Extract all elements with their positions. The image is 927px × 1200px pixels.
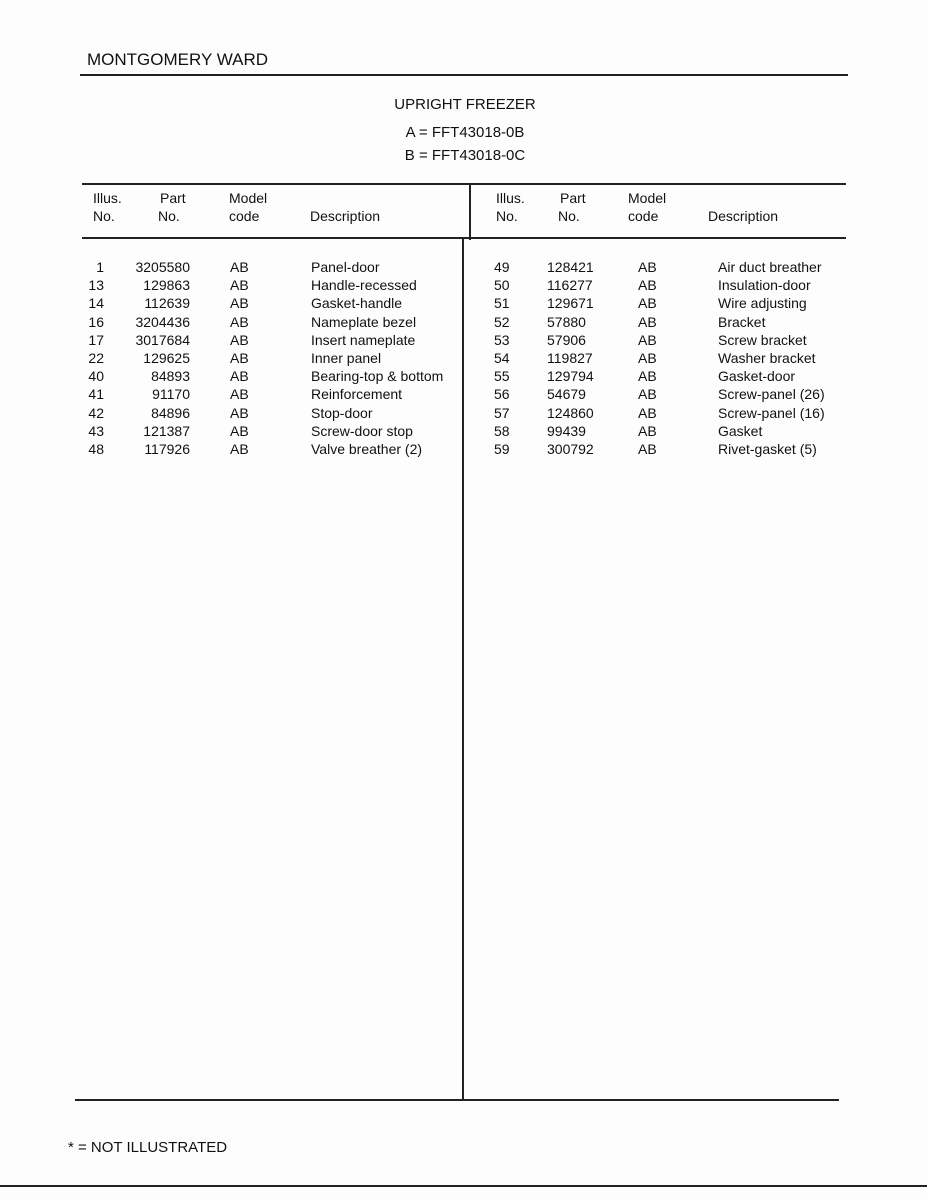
table-row [0,440,927,458]
description-cell: Screw-panel (16) [718,404,825,421]
illus-cell: 59 [494,441,510,457]
part-cell: 84893 [151,368,190,385]
model-cell: AB [638,404,657,421]
description-cell: Nameplate bezel [311,313,417,330]
illus-cell: 58 [494,422,510,439]
model-cell: AB [638,422,657,439]
table-bottom-rule [75,1099,839,1101]
model-cell: AB [638,368,657,385]
part-cell: 119827 [547,350,593,366]
illus-cell: 55 [494,368,510,385]
part-cell: 3204436 [135,313,190,330]
part-cell: 129671 [547,295,594,312]
page-bottom-rule [0,1185,927,1187]
model-cell: AB [230,277,249,294]
illus-cell: 53 [494,331,510,348]
description-cell: Panel-door [311,259,380,275]
table-row [0,313,927,331]
table-row [0,385,927,403]
illus-cell: 41 [88,386,104,403]
illus-cell: 1 [96,259,104,275]
description-cell: Screw-door stop [311,422,413,439]
table-row [0,276,927,294]
header-model-right: Model code [628,190,667,224]
illus-cell: 42 [88,404,104,421]
part-cell: 57906 [547,331,586,348]
description-cell: Gasket [718,422,763,439]
part-cell: 128421 [547,259,594,275]
illus-cell: 50 [494,277,510,294]
header-illus-right: Illus. No. [496,190,525,224]
table-row [0,349,927,367]
column-divider-top [469,184,471,240]
part-cell: 112639 [144,295,190,312]
description-cell: Screw-panel (26) [718,386,825,403]
description-cell: Gasket-door [718,368,796,385]
illus-cell: 56 [494,386,510,403]
header-rule [80,74,848,76]
model-cell: AB [638,295,657,312]
model-cell: AB [638,441,657,457]
footer-note: * = NOT ILLUSTRATED [68,1139,228,1156]
part-cell: 129794 [547,368,594,385]
table-row [0,258,927,276]
part-cell: 57880 [547,313,586,330]
model-cell: AB [230,313,249,330]
description-cell: Valve breather (2) [311,441,423,457]
description-cell: Wire adjusting [718,295,807,312]
model-cell: AB [230,331,249,348]
part-cell: 91170 [152,386,190,403]
part-cell: 99439 [547,422,586,439]
model-cell: AB [230,386,249,403]
brand-header: MONTGOMERY WARD [87,50,269,69]
table-row [0,294,927,312]
part-cell: 117926 [144,441,190,457]
illus-cell: 22 [88,350,104,366]
illus-cell: 17 [88,331,104,348]
header-illus: Illus. No. [93,190,122,224]
table-header-rule [82,237,846,239]
description-cell: Screw bracket [718,331,807,348]
illus-cell: 14 [88,295,104,312]
model-b: B = FFT43018-0C [404,147,526,164]
description-cell: Washer bracket [718,350,816,366]
part-cell: 3017684 [135,331,190,348]
illus-cell: 54 [494,350,510,366]
description-cell: Inner panel [311,350,382,366]
part-cell: 121387 [143,422,190,439]
model-cell: AB [230,422,249,439]
header-description-right: Description [708,208,779,224]
description-cell: Air duct breather [718,259,822,275]
description-cell: Insulation-door [718,277,811,294]
model-a: A = FFT43018-0B [405,124,525,141]
model-cell: AB [230,259,249,275]
description-cell: Bracket [718,313,766,330]
model-cell: AB [638,386,657,403]
model-cell: AB [230,441,249,457]
description-cell: Gasket-handle [311,295,403,312]
table-top-rule [82,183,846,185]
description-cell: Insert nameplate [311,331,416,348]
illus-cell: 40 [88,368,104,385]
model-cell: AB [638,350,657,366]
part-cell: 3205580 [135,259,190,275]
model-cell: AB [230,350,249,366]
page-title: UPRIGHT FREEZER [394,96,536,113]
table-row [0,422,927,440]
description-cell: Rivet-gasket (5) [718,441,817,457]
part-cell: 116277 [547,277,593,294]
description-cell: Bearing-top & bottom [311,368,444,385]
illus-cell: 57 [494,404,510,421]
model-cell: AB [638,259,657,275]
model-cell: AB [638,331,657,348]
part-cell: 84896 [151,404,190,421]
illus-cell: 48 [88,441,104,457]
description-cell: Reinforcement [311,386,403,403]
part-cell: 124860 [547,404,594,421]
illus-cell: 52 [494,313,510,330]
part-cell: 129625 [143,350,190,366]
model-cell: AB [638,277,657,294]
model-cell: AB [638,313,657,330]
header-part: Part No. [158,190,186,224]
description-cell: Handle-recessed [311,277,417,294]
illus-cell: 43 [88,422,104,439]
part-cell: 54679 [547,386,586,403]
illus-cell: 49 [494,259,510,275]
header-part-right: Part No. [558,190,586,224]
illus-cell: 51 [494,295,510,312]
part-cell: 300792 [547,441,594,457]
model-cell: AB [230,404,249,421]
model-cell: AB [230,295,249,312]
model-cell: AB [230,368,249,385]
table-row [0,404,927,422]
table-row [0,331,927,349]
header-description: Description [310,208,381,224]
part-cell: 129863 [143,277,190,294]
table-row [0,367,927,385]
illus-cell: 16 [88,313,104,330]
description-cell: Stop-door [311,404,373,421]
header-model: Model code [229,190,268,224]
illus-cell: 13 [88,277,104,294]
